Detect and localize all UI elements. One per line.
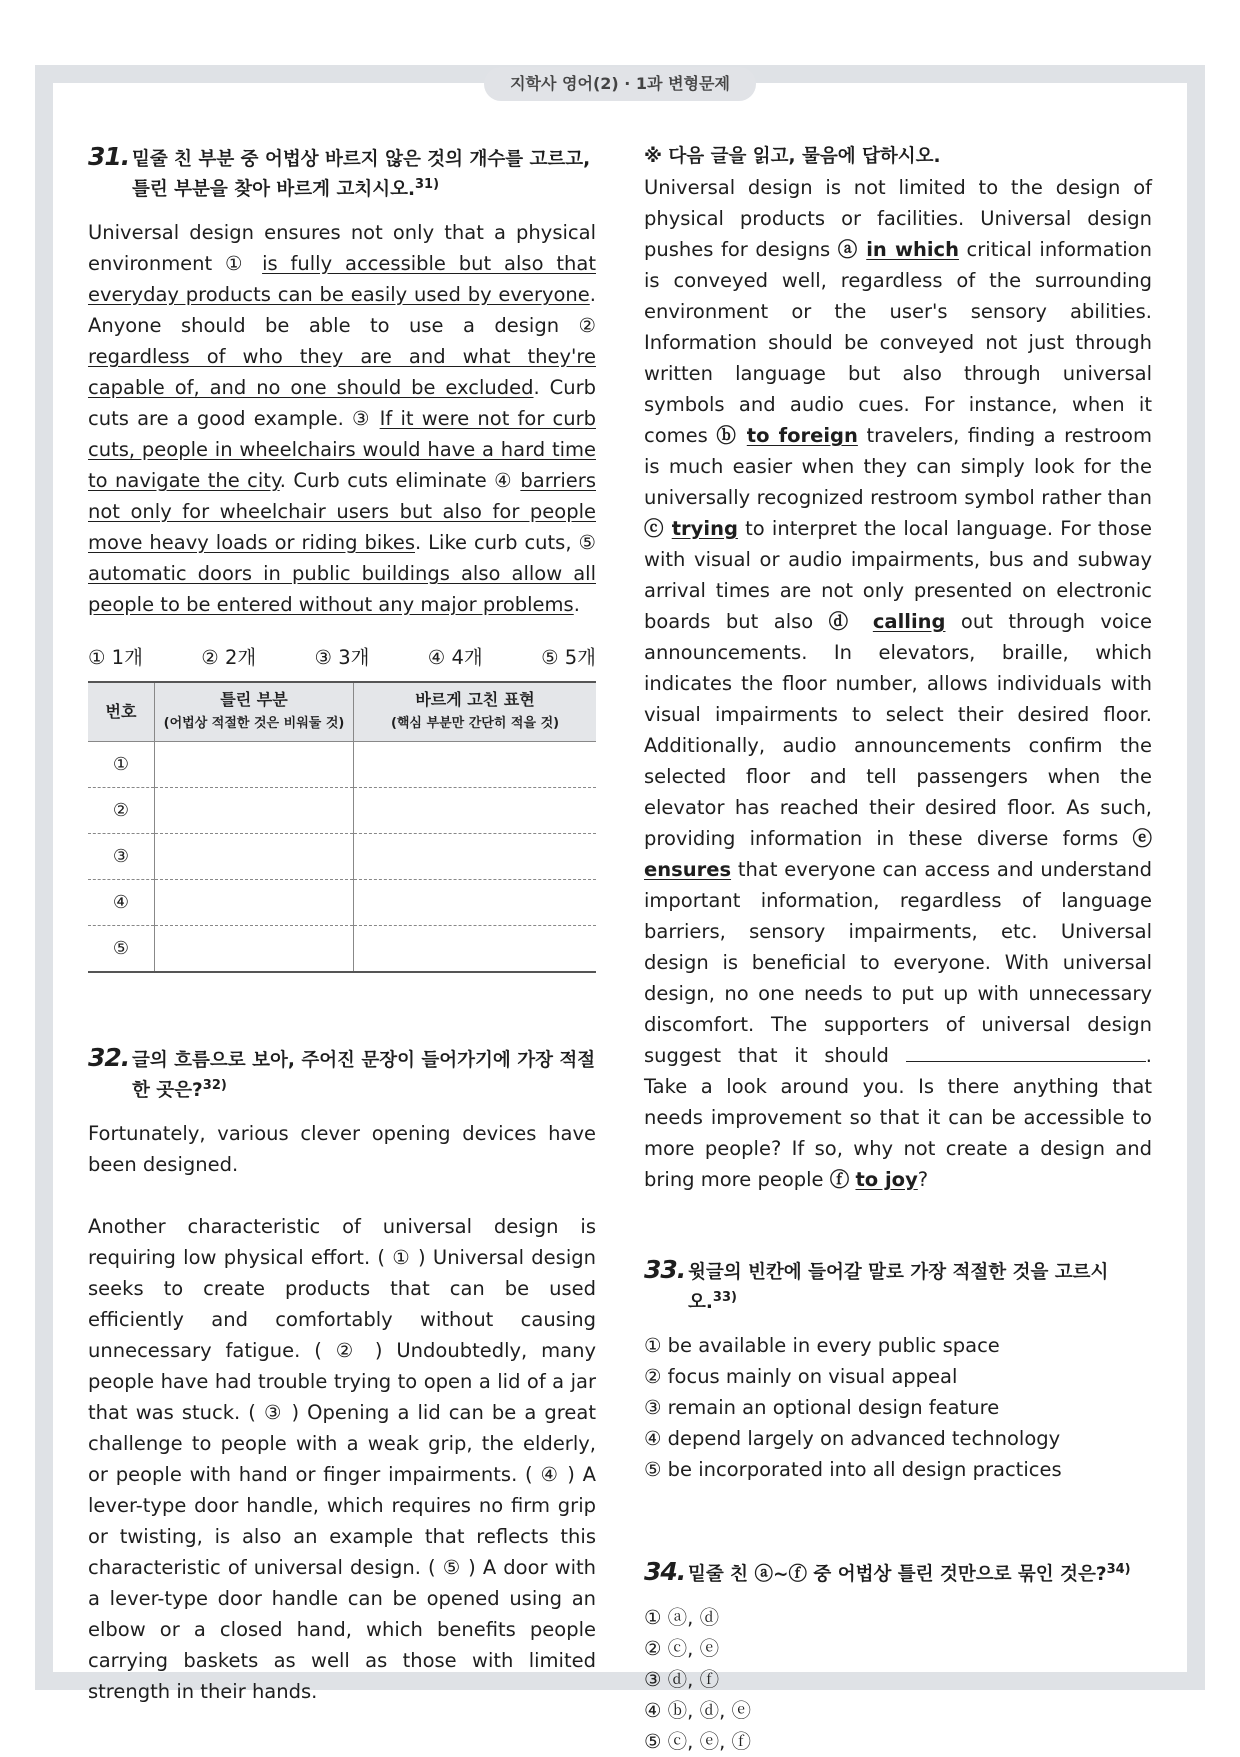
answer-cell-corrected[interactable] xyxy=(354,926,597,973)
passage-text-1: Universal design is not limited to the design of physical products or facilities. Universal design pushes for designs xyxy=(644,176,1152,261)
right-column xyxy=(644,142,1152,1757)
table-header-corrected xyxy=(354,682,597,742)
page-header: 지학사 영어(2) · 1과 변형문제 xyxy=(484,67,756,101)
passage-instruction: ※ 다음 글을 읽고, 물음에 답하시오. xyxy=(644,146,941,167)
marker-e: ⓔ xyxy=(1132,827,1152,850)
q33-footnote: 33) xyxy=(712,1289,737,1305)
left-column xyxy=(88,142,596,1707)
q34-option-1[interactable]: ① ⓐ, ⓓ xyxy=(644,1606,720,1629)
q31-underline-4: barriers not only for wheelchair users but also for people move heavy loads or riding bikes xyxy=(88,469,596,554)
passage-main xyxy=(644,172,1152,1195)
answer-cell-corrected[interactable] xyxy=(354,788,597,834)
q33-option-1[interactable]: ① be available in every public space xyxy=(644,1334,1000,1357)
passage-text-4: to interpret the local language. For those with visual or audio impairments, bus and subway arrival times are not only presented on electronic boards but also xyxy=(644,517,1152,633)
q31-text-3: . Curb cuts are a good example. ③ xyxy=(88,376,596,430)
q32-prompt: 글의 흐름으로 보아, 주어진 문장이 들어가기에 가장 적절한 곳은? xyxy=(132,1050,596,1101)
q34-heading xyxy=(644,1557,1152,1590)
underline-b: to foreign xyxy=(746,424,858,447)
underline-c: trying xyxy=(671,517,738,540)
passage-text-8: ? xyxy=(917,1168,929,1191)
q32-heading xyxy=(88,1043,596,1106)
q33-option-3[interactable]: ③ remain an optional design feature xyxy=(644,1396,1000,1419)
marker-b: ⓑ xyxy=(716,424,739,447)
q33-prompt: 윗글의 빈칸에 들어갈 말로 가장 적절한 것을 고르시오. xyxy=(688,1262,1109,1313)
q32-passage: Another characteristic of universal design is requiring low physical effort. ( ① ) Universal design seeks to create products that can be used efficiently and comfortably without causing unnecessary fatigue. ( ② ) Undoubtedly, many people have had trouble trying to open a lid of a jar that was stuck. ( ③ ) Opening a lid can be a great challenge to people with a weak grip, the elderly, or people with hand or finger impairments. ( ④ ) A lever-type door handle, which requires no firm grip or twisting, is also an example that reflects this characteristic of universal design. ( ⑤ ) A door with a lever-type door handle can be opened using an elbow or a closed hand, which benefits people carrying baskets as well as those with limited strength in their hands. xyxy=(88,1215,596,1703)
q31-footnote: 31) xyxy=(415,176,440,192)
q31-choice-3[interactable]: ③ 3개 xyxy=(314,646,370,669)
passage-text-3: travelers, finding a restroom is much easier when they can simply look for the universally recognized restroom symbol rather than xyxy=(644,424,1152,509)
q31-text-4: . Curb cuts eliminate ④ xyxy=(279,469,521,492)
table-row xyxy=(88,926,596,973)
q34-option-3[interactable]: ③ ⓓ, ⓕ xyxy=(644,1668,720,1691)
table-row xyxy=(88,834,596,880)
answer-cell-wrong[interactable] xyxy=(155,834,354,880)
q33-option-5[interactable]: ⑤ be incorporated into all design practices xyxy=(644,1458,1062,1481)
q33-heading xyxy=(644,1255,1152,1318)
table-header-wrong xyxy=(155,682,354,742)
q31-text-5: . Like curb cuts, ⑤ xyxy=(415,531,596,554)
passage-text-5: out through voice announcements. In elevators, braille, which indicates the floor number, allows individuals with visual impairments to select their desired floor. Additionally, audio announcements confirm the selected floor and tell passengers when the elevator has reached their desired floor. As such, providing information in these diverse forms xyxy=(644,610,1152,850)
table-row xyxy=(88,880,596,926)
table-row-number: ③ xyxy=(88,834,155,880)
answer-cell-wrong[interactable] xyxy=(155,926,354,973)
q31-underline-3: If it were not for curb cuts, people in wheelchairs would have a hard time to navigate the city xyxy=(88,407,596,492)
q31-underline-5: automatic doors in public buildings also allow all people to be entered without any major problems xyxy=(88,562,596,616)
table-row-number: ② xyxy=(88,788,155,834)
answer-blank[interactable] xyxy=(906,1043,1146,1062)
q31-text-2: . Anyone should be able to use a design ② xyxy=(88,283,596,337)
answer-cell-corrected[interactable] xyxy=(354,742,597,788)
table-row xyxy=(88,742,596,788)
q31-number: 31. xyxy=(88,142,130,171)
q31-choice-5[interactable]: ⑤ 5개 xyxy=(541,646,596,669)
q34-footnote: 34) xyxy=(1106,1561,1131,1577)
q31-choice-1[interactable]: ① 1개 xyxy=(88,646,143,669)
table-header-number: 번호 xyxy=(88,682,155,742)
q31-answer-table xyxy=(88,681,596,973)
marker-a: ⓐ xyxy=(837,238,859,261)
table-header-wrong-sub: (어법상 적절한 것은 비워둘 것) xyxy=(163,716,345,731)
q31-underline-1: is fully accessible but also that everyday products can be easily used by everyone xyxy=(88,252,596,306)
underline-f: to joy xyxy=(855,1168,918,1191)
answer-cell-wrong[interactable] xyxy=(155,880,354,926)
marker-f: ⓕ xyxy=(829,1168,850,1191)
table-row-number: ⑤ xyxy=(88,926,155,973)
q32-given-sentence: Fortunately, various clever opening devices have been designed. xyxy=(88,1122,596,1176)
q34-prompt: 밑줄 친 ⓐ~ⓕ 중 어법상 틀린 것만으로 묶인 것은? xyxy=(688,1564,1107,1585)
q33-option-2[interactable]: ② focus mainly on visual appeal xyxy=(644,1365,958,1388)
q32-number: 32. xyxy=(88,1043,130,1072)
answer-cell-wrong[interactable] xyxy=(155,742,354,788)
q33-number: 33. xyxy=(644,1255,686,1284)
underline-d: calling xyxy=(872,610,946,633)
q33-option-4[interactable]: ④ depend largely on advanced technology xyxy=(644,1427,1061,1450)
q31-text-1: Universal design ensures not only that a physical environment ① xyxy=(88,221,596,275)
q34-option-2[interactable]: ② ⓒ, ⓔ xyxy=(644,1637,720,1660)
marker-c: ⓒ xyxy=(644,517,665,540)
q31-prompt: 밑줄 친 부분 중 어법상 바르지 않은 것의 개수를 고르고, 틀린 부분을 찾아 바르게 고치시오. xyxy=(132,149,591,200)
underline-e: ensures xyxy=(644,858,732,881)
q31-choice-4[interactable]: ④ 4개 xyxy=(427,646,483,669)
q31-heading xyxy=(88,142,596,205)
q31-passage xyxy=(88,217,596,620)
q34-option-5[interactable]: ⑤ ⓒ, ⓔ, ⓕ xyxy=(644,1730,751,1753)
table-row-number: ④ xyxy=(88,880,155,926)
passage-text-7: . Take a look around you. Is there anything that needs improvement so that it can be accessible to more people? If so, why not create a design and bring more people xyxy=(644,1044,1152,1191)
q31-choices xyxy=(88,642,596,673)
q31-choice-2[interactable]: ② 2개 xyxy=(201,646,257,669)
underline-a: in which xyxy=(866,238,959,261)
passage-text-2: critical information is conveyed well, regardless of the surrounding environment or the user's sensory abilities. Information should be conveyed not just through written language but also through universal symbols and audio cues. For instance, when it comes xyxy=(644,238,1152,447)
table-header-corrected-sub: (핵심 부분만 간단히 적을 것) xyxy=(390,716,560,731)
q31-underline-2: regardless of who they are and what they're capable of, and no one should be excluded xyxy=(88,345,596,399)
answer-cell-corrected[interactable] xyxy=(354,834,597,880)
q34-number: 34. xyxy=(644,1557,686,1586)
answer-cell-corrected[interactable] xyxy=(354,880,597,926)
table-header-wrong-label: 틀린 부분 xyxy=(220,690,288,709)
q32-footnote: 32) xyxy=(202,1077,227,1093)
q34-option-4[interactable]: ④ ⓑ, ⓓ, ⓔ xyxy=(644,1699,751,1722)
answer-cell-wrong[interactable] xyxy=(155,788,354,834)
marker-d: ⓓ xyxy=(828,610,858,633)
q31-text-6: . xyxy=(573,593,580,616)
passage-text-6: that everyone can access and understand important information, regardless of language barriers, sensory impairments, etc. Universal design is beneficial to everyone. With universal design, no one needs to put up with unnecessary discomfort. The supporters of universal design suggest that it should xyxy=(644,858,1152,1067)
table-row xyxy=(88,788,596,834)
table-header-corrected-label: 바르게 고친 표현 xyxy=(415,690,535,709)
table-row-number: ① xyxy=(88,742,155,788)
